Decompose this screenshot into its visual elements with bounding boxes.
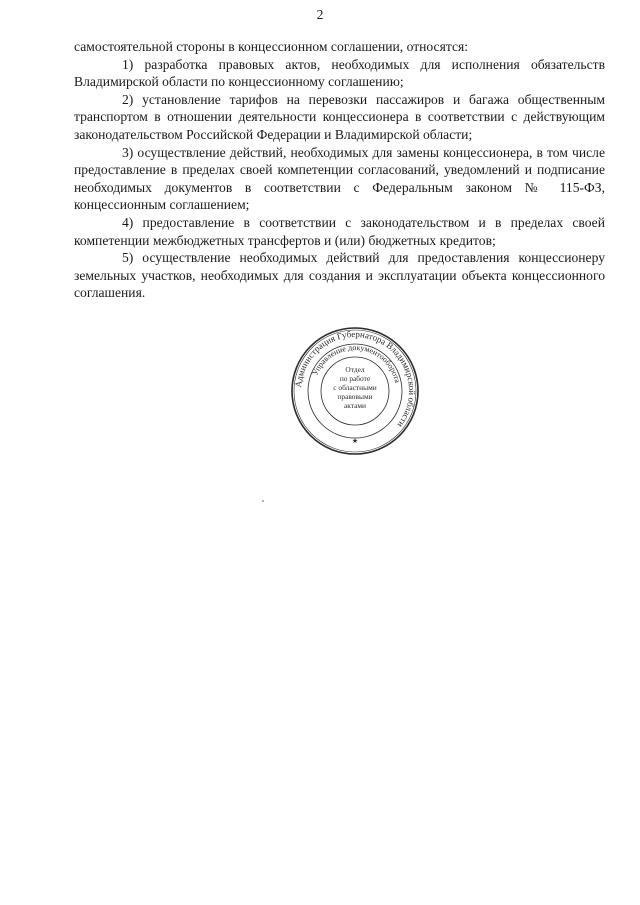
official-stamp [290,326,420,456]
paragraph-item-2: 2) установление тарифов на перевозки пассажиров и багажа общественным транспортом в отношении деятельности концессионера в соответствии с действующим законодательством Российской Федерации и Владимирской области; [74,91,605,142]
document-body [74,38,605,302]
scan-speck [262,500,264,502]
paragraph-item-1: 1) разработка правовых актов, необходимых для исполнения обязательств Владимирской области по концессионному соглашению; [74,56,605,90]
stamp-star-icon: ★ [351,437,359,445]
stamp-center-line-4: правовыми [337,392,373,401]
stamp-inner-text: Управление документооборота [310,342,403,384]
stamp-center-line-3: с областными [333,383,377,392]
paragraph-intro: самостоятельной стороны в концессионном соглашении, относятся: [74,39,469,54]
stamp-graphic [290,326,420,456]
stamp-center-line-1: Отдел [345,365,365,374]
stamp-center-line-5: актами [343,401,367,410]
stamp-outer-text: Администрация Губернатора Владимирской области [293,328,418,430]
paragraph-item-3: 3) осуществление действий, необходимых для замены концессионера, в том числе предоставление в пределах своей компетенции согласований, уведомлений и подписание необходимых документов в соответствии с Федеральным законом № 115-ФЗ, концессионным соглашением; [74,144,605,213]
page-number: 2 [316,7,324,22]
stamp-center-line-2: по работе [339,374,371,383]
paragraph-item-5: 5) осуществление необходимых действий для предоставления концессионеру земельных участков, необходимых для создания и эксплуатации объекта концессионного соглашения. [74,250,605,301]
paragraph-item-4: 4) предоставление в соответствии с законодательством и в пределах своей компетенции межбюджетных трансфертов и (или) бюджетных кредитов; [74,214,605,248]
